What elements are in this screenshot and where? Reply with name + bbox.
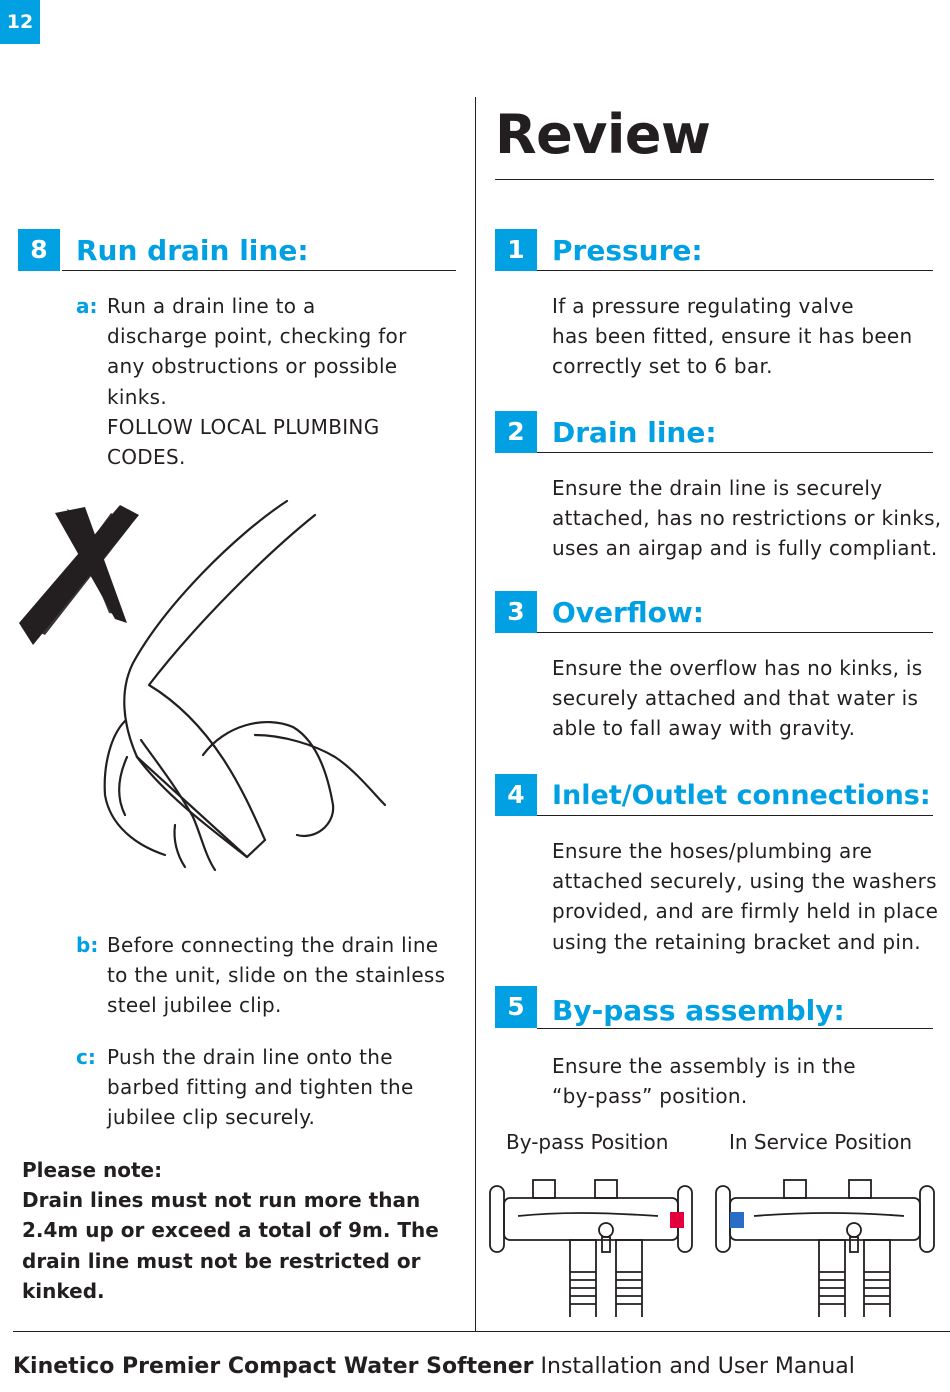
step-8-rule — [62, 270, 456, 271]
step-8-title: Run drain line: — [76, 234, 309, 267]
review-1-rule — [537, 270, 933, 271]
review-title-rule — [495, 179, 934, 180]
step-8b-letter: b: — [76, 933, 99, 957]
page-number: 12 — [0, 0, 40, 44]
footer-manual: Installation and User Manual — [533, 1354, 855, 1379]
review-5-text: Ensure the assembly is in the “by-pass” position. — [552, 1054, 856, 1109]
cross-mark-icon — [19, 505, 139, 645]
step-8a-letter: a: — [76, 294, 98, 318]
review-1-badge: 1 — [495, 229, 537, 271]
drain-line-hand-illustration — [15, 495, 405, 875]
review-2-title: Drain line: — [552, 416, 717, 449]
review-5-badge: 5 — [495, 986, 537, 1028]
service-position-caption: In Service Position — [729, 1130, 913, 1154]
please-note: Please note: Drain lines must not run more than 2.4m up or exceed a total of 9m. The drain line must not be restricted or kinked. — [22, 1158, 439, 1303]
step-8b-text: Before connecting the drain line to the unit, slide on the stainless steel jubilee clip. — [107, 933, 446, 1018]
review-3-badge: 3 — [495, 591, 537, 633]
review-2-rule — [537, 452, 933, 453]
review-2-text: Ensure the drain line is securely attached, has no restrictions or kinks, uses an airgap and is fully compliant. — [552, 476, 942, 561]
step-8c-letter: c: — [76, 1045, 96, 1069]
bypass-position-caption: By-pass Position — [506, 1130, 669, 1154]
review-5-rule — [537, 1028, 933, 1029]
review-3-text: Ensure the overflow has no kinks, is securely attached and that water is able to fall away with gravity. — [552, 656, 923, 741]
review-2-badge: 2 — [495, 411, 537, 453]
review-4-badge: 4 — [495, 774, 537, 816]
footer-product: Kinetico Premier Compact Water Softener — [13, 1354, 534, 1379]
step-8-badge: 8 — [18, 229, 60, 271]
review-4-title: Inlet/Outlet connections: — [552, 780, 931, 811]
footer-title — [13, 1354, 855, 1379]
review-4-rule — [537, 815, 933, 816]
review-4-text: Ensure the hoses/plumbing are attached securely, using the washers provided, and are firmly held in place using the retaining bracket and pin. — [552, 839, 939, 954]
step-8a-text: Run a drain line to a discharge point, checking for any obstructions or possible kinks. FOLLOW LOCAL PLUMBING CODES. — [107, 294, 407, 470]
review-title: Review — [495, 103, 711, 166]
review-1-text: If a pressure regulating valve has been fitted, ensure it has been correctly set to 6 bar. — [552, 294, 913, 379]
footer-rule — [13, 1331, 950, 1332]
column-divider — [475, 97, 476, 1332]
hose-and-hand-icon — [105, 501, 385, 870]
review-1-title: Pressure: — [552, 234, 703, 267]
bypass-valve-service-icon — [714, 1172, 942, 1317]
step-8c-text: Push the drain line onto the barbed fitting and tighten the jubilee clip securely. — [107, 1045, 414, 1130]
review-3-rule — [537, 632, 933, 633]
bypass-valve-bypass-icon — [488, 1172, 698, 1317]
review-5-title: By-pass assembly: — [552, 994, 845, 1027]
review-3-title: Overflow: — [552, 596, 704, 629]
